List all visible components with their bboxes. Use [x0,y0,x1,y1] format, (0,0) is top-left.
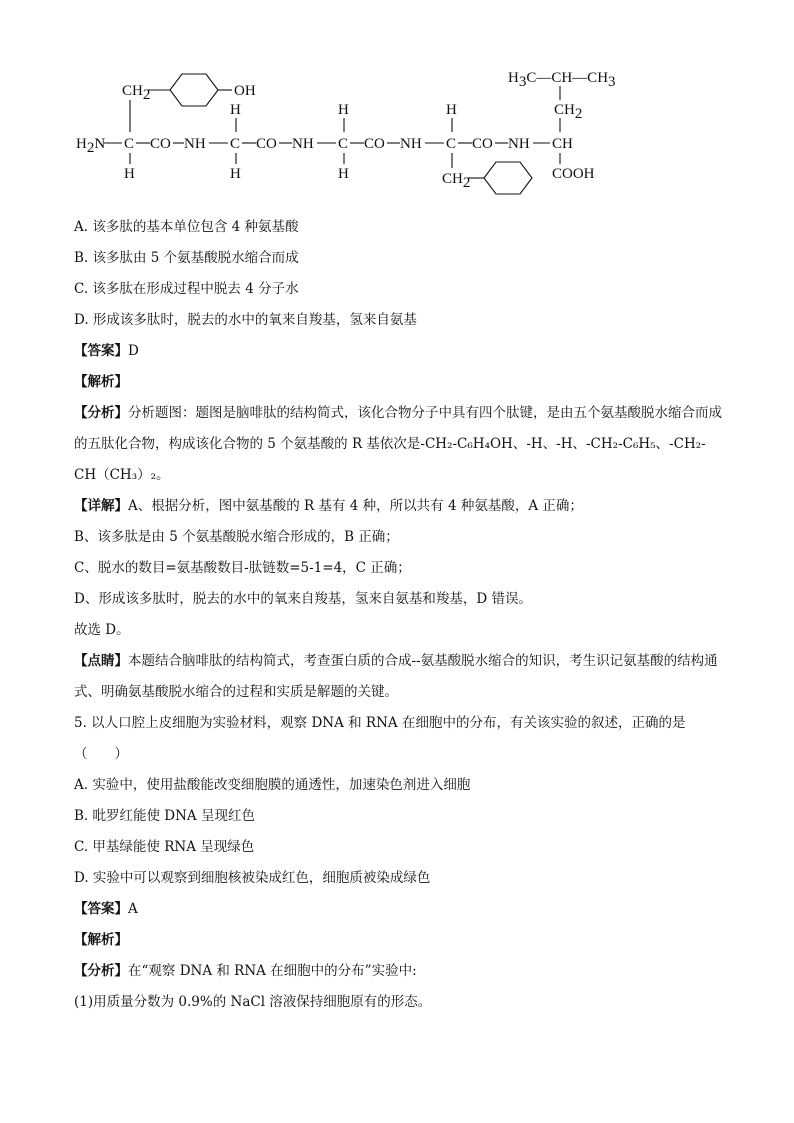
nh-label-3: NH [400,136,422,152]
line-text: B. 该多肽由 5 个氨基酸脱水缩合而成 [74,250,299,266]
line-text: A、根据分析，图中氨基酸的 R 基有 4 种，所以共有 4 种氨基酸，A 正确； [128,498,583,514]
text-line [74,305,724,336]
text-line [74,801,724,832]
c-label-1: C [124,136,135,152]
line-text: (1)用质量分数为 0.9%的 NaCl 溶液保持细胞原有的形态。 [74,994,432,1010]
text-line [74,522,724,553]
co-label-1: CO [150,136,171,152]
text-line [74,646,724,708]
line-text: D、形成该多肽时，脱去的水中的氧来自羧基，氢来自氨基和羧基，D 错误。 [74,591,532,607]
pentapeptide-structure-diagram [60,60,660,195]
h-label-4t: H [446,102,457,118]
text-line [74,894,724,925]
section-label: 【分析】 [74,963,128,979]
text-line [74,987,724,1018]
section-label: 【解析】 [74,374,128,390]
line-text: D [128,343,139,359]
text-line [74,770,724,801]
oh-label: OH [234,83,256,99]
structural-formula [60,60,660,195]
text-line [74,925,724,956]
h-label-3b: H [338,166,349,182]
co-label-2: CO [256,136,277,152]
line-text: B、该多肽是由 5 个氨基酸脱水缩合形成的，B 正确； [74,529,399,545]
line-text: 5. 以人口腔上皮细胞为实验材料，观察 DNA 和 RNA 在细胞中的分布，有关该实验的叙述，正确的是（ ） [74,715,686,762]
section-label: 【答案】 [74,901,128,917]
c-label-2: C [230,136,241,152]
text-line [74,212,724,243]
ch2-label-5: CH2 [554,102,583,122]
text-line [74,398,724,491]
co-label-4: CO [472,136,493,152]
text-line [74,584,724,615]
ch-label: CH [552,136,573,152]
h2n-label: H2N [76,136,106,156]
line-text: C. 该多肽在形成过程中脱去 4 分子水 [74,281,299,297]
line-text: D. 形成该多肽时，脱去的水中的氧来自羧基，氢来自氨基 [74,312,417,328]
line-text: 本题结合脑啡肽的结构简式，考查蛋白质的合成--氨基酸脱水缩合的知识，考生识记氨基酸的结构通式、明确氨基酸脱水缩合的过程和实质是解题的关键。 [74,653,718,700]
c-label-3: C [338,136,349,152]
section-label: 【分析】 [74,405,128,421]
section-label: 【解析】 [74,932,128,948]
text-line [74,367,724,398]
text-line [74,863,724,894]
line-text: C、脱水的数目=氨基酸数目-肽链数=5-1=4，C 正确； [74,560,411,576]
text-line [74,243,724,274]
h-label-3t: H [338,102,349,118]
text-line [74,336,724,367]
benzene-ring-1 [170,74,218,106]
line-text: 在“观察 DNA 和 RNA 在细胞中的分布”实验中: [128,963,417,979]
text-line [74,956,724,987]
text-line [74,553,724,584]
line-text: B. 吡罗红能使 DNA 呈现红色 [74,808,255,824]
text-line [74,615,724,646]
h-label-1b: H [124,166,135,182]
text-line [74,832,724,863]
section-label: 【答案】 [74,343,128,359]
line-text: D. 实验中可以观察到细胞核被染成红色，细胞质被染成绿色 [74,870,431,886]
text-line [74,491,724,522]
ch2-label-1: CH2 [122,83,151,103]
cooh-label: COOH [552,166,595,182]
nh-label-2: NH [292,136,314,152]
ch2-label-4: CH2 [442,171,471,191]
nh-label-4: NH [508,136,530,152]
line-text: A. 该多肽的基本单位包含 4 种氨基酸 [74,219,299,235]
line-text: C. 甲基绿能使 RNA 呈现绿色 [74,839,255,855]
co-label-3: CO [364,136,385,152]
line-text: 分析题图：题图是脑啡肽的结构简式，该化合物分子中具有四个肽键，是由五个氨基酸脱水缩合而成的五肽化合物，构成该化合物的 5 个氨基酸的 R 基依次是-CH₂-C₆H₄OH、-H、-H、-CH₂-C₆H₅、-CH₂-CH（CH₃）₂。 [74,405,722,483]
section-label: 【详解】 [74,498,128,514]
h-label-2t: H [230,102,241,118]
nh-label-1: NH [184,136,206,152]
benzene-ring-2 [484,162,532,194]
text-line [74,274,724,305]
line-text: A. 实验中，使用盐酸能改变细胞膜的通透性，加速染色剂进入细胞 [74,777,471,793]
h-label-2b: H [230,166,241,182]
isopropyl-label: H3C—CH—CH3 [508,70,616,90]
line-text: 故选 D。 [74,622,130,638]
c-label-4: C [446,136,457,152]
text-line [74,708,724,770]
line-text: A [128,901,138,917]
section-label: 【点睛】 [74,653,128,669]
document-body [74,212,724,1018]
